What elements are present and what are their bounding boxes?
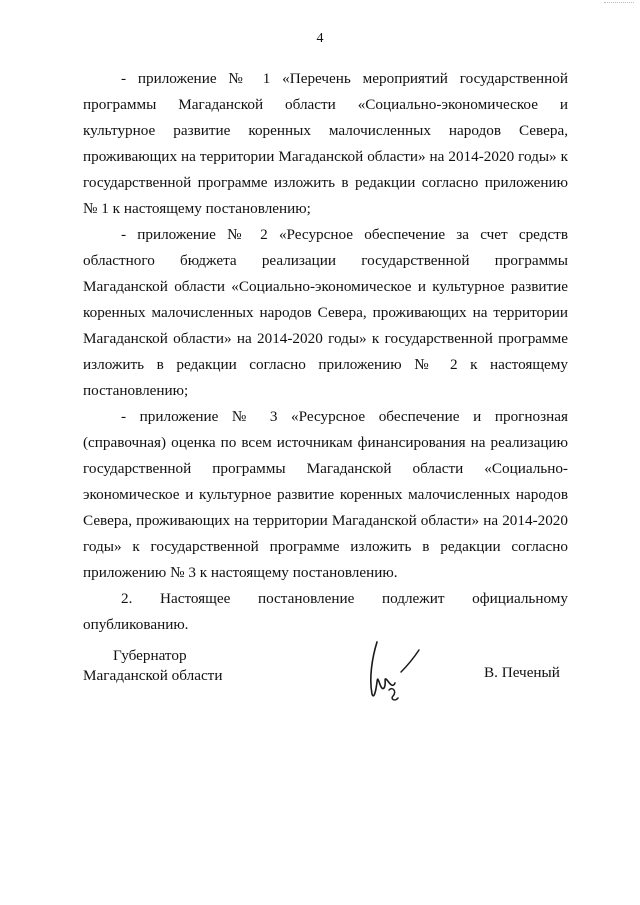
signatory-name: В. Печеный [484, 664, 560, 681]
signatory-position [83, 646, 222, 686]
signatory-title: Губернатор [113, 647, 187, 664]
paragraph-appendix-2: - приложение № 2 «Ресурсное обеспечение за счет средств областного бюджета реализации государственной программы Магаданской области «Социально-экономическое и культурное развитие коренных малочисленных народов Севера, проживающих на территории Магаданской области» на 2014-2020 годы» к государственной программе изложить в редакции согласно приложению № 2 к настоящему постановлению; [83, 226, 568, 399]
paragraph-appendix-3: - приложение № 3 «Ресурсное обеспечение и прогнозная (справочная) оценка по всем источникам финансирования на реализацию государственной программы Магаданской области «Социально-экономическое и культурное развитие коренных малочисленных народов Севера, проживающих на территории Магаданской области» на 2014-2020 годы» к государственной программе изложить в редакции согласно приложению № 3 к настоящему постановлению. [83, 408, 568, 581]
paragraph-appendix-1: - приложение № 1 «Перечень мероприятий государственной программы Магаданской области «Социально-экономическое и культурное развитие коренных малочисленных народов Севера, проживающих на территории Магаданской области» на 2014-2020 годы» к государственной программе изложить в редакции согласно приложению № 1 к настоящему постановлению; [83, 70, 568, 217]
page-number: 4 [316, 31, 324, 46]
document-body [83, 66, 568, 638]
scan-artifact [604, 2, 634, 5]
paragraph-publication: 2. Настоящее постановление подлежит официальному опубликованию. [83, 590, 568, 633]
signatory-organization: Магаданской области [83, 667, 223, 684]
handwritten-signature [363, 636, 425, 708]
